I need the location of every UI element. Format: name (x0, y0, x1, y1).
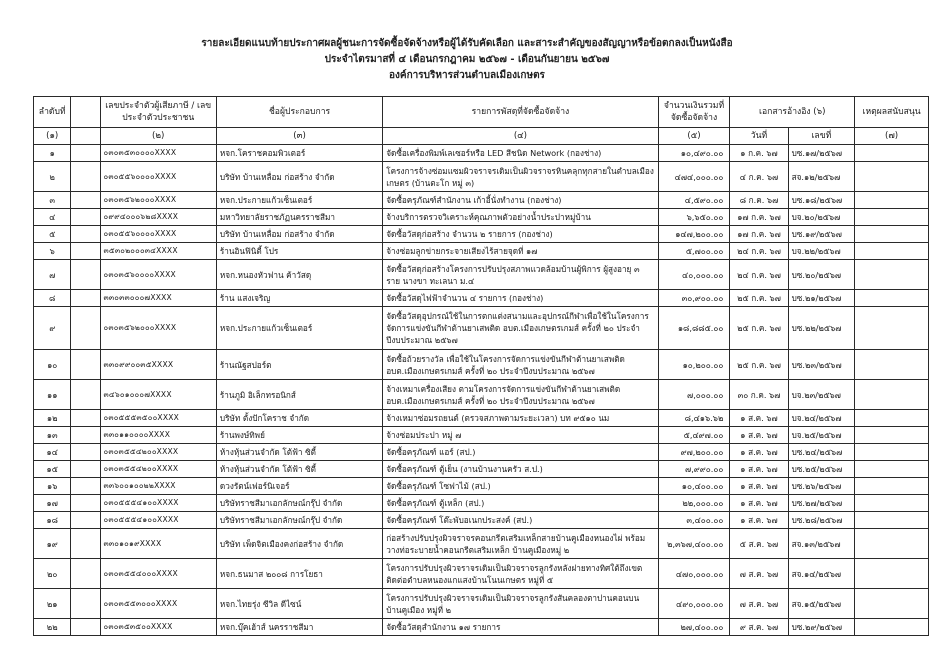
row-number: ๑๓ (34, 427, 71, 444)
item-description: จัดซื้อครุภัณฑ์สำนักงาน เก้าอี้นั่งทำงาน (กองช่าง) (383, 192, 658, 209)
row-number: ๒๐ (34, 559, 71, 589)
amount: ๘,๔๑๖.๖๒ (658, 410, 730, 427)
table-body (34, 145, 929, 636)
row-number: ๙ (34, 307, 71, 350)
amount: ๖,๖๕๐.๐๐ (658, 209, 730, 226)
table-row (34, 410, 929, 427)
amount: ๑๐,๔๙๐.๐๐ (658, 145, 730, 162)
table-row (34, 589, 929, 619)
tax-id: ๓๓๐๓๓๐๐๐๗XXXX (100, 290, 216, 307)
reason (855, 410, 929, 427)
reason (855, 162, 929, 192)
amount: ๔๙๐,๐๐๐.๐๐ (658, 589, 730, 619)
tax-id: ๓๓๐๑๐๑๙XXXX (100, 529, 216, 559)
ref-number: บซ.๒๓/๒๕๖๗ (788, 350, 855, 380)
table-row (34, 380, 929, 410)
reason (855, 290, 929, 307)
item-description: จัดซื้อวัสดุก่อสร้าง จำนวน ๒ รายการ (กองช่าง) (383, 226, 658, 243)
ref-date: ๒๕ ก.ค. ๖๗ (730, 290, 788, 307)
item-description: จัดซื้อวัสดุอุปกรณ์ใช้ในการตกแต่งสนามและอุปกรณ์กีฬาเพื่อใช้ในโครงการจัดการแข่งขันกีฬาต้านยาเสพติด อบต.เมืองเกษตรเกมส์ ครั้งที่ ๒๐ ประจำปีงบประมาณ ๒๕๖๗ (383, 307, 658, 350)
blank-cell (71, 162, 100, 192)
amount: ๗,๐๐๐.๐๐ (658, 380, 730, 410)
vendor-name: หจก.ประกายแก้วเซ็นเตอร์ (216, 192, 382, 209)
vendor-name: หจก.หนองหัวฟาน ค้าวัสดุ (216, 260, 382, 290)
item-description: จ้างเหมาซ่อมรถยนต์ (ตรวจสภาพตามระยะเวลา) บท ๙๕๑๐ นม (383, 410, 658, 427)
col-header-reason: เหตุผลสนับสนุน (855, 97, 929, 128)
ref-date: ๑ ส.ค. ๖๗ (730, 427, 788, 444)
item-description: จัดซื้อวัสดุก่อสร้างโครงการปรับปรุงสภาพแวดล้อมบ้านผู้พิการ ผู้สูงอายุ ๓ ราย นางขา ทะเลนา ม.๔ (383, 260, 658, 290)
blank-cell (71, 226, 100, 243)
amount: ๕,๗๐๐.๐๐ (658, 243, 730, 260)
ref-date: ๑๗ ก.ค. ๖๗ (730, 226, 788, 243)
amount: ๑๐,๒๐๐.๐๐ (658, 350, 730, 380)
amount: ๗,๙๙๐.๐๐ (658, 461, 730, 478)
ref-date: ๓๐ ก.ค. ๖๗ (730, 380, 788, 410)
ref-number: บซ.๑๗/๒๕๖๗ (788, 145, 855, 162)
ref-number: บซ.๒๘/๒๕๖๗ (788, 512, 855, 529)
reason (855, 209, 929, 226)
col-header-ref-no: เลขที่ (788, 128, 855, 145)
col-index-no: (๑) (34, 128, 71, 145)
row-number: ๒ (34, 162, 71, 192)
document-header (0, 36, 934, 84)
table-row (34, 243, 929, 260)
amount: ๒๒,๐๐๐.๐๐ (658, 495, 730, 512)
amount: ๑๘,๘๘๕.๐๐ (658, 307, 730, 350)
row-number: ๑๖ (34, 478, 71, 495)
tax-id: ๐๓๐๓๕๖๐๐๐๐XXXX (100, 260, 216, 290)
reason (855, 461, 929, 478)
vendor-name: หจก.ไทยรุ่ง ซีวิล ดีไซน์ (216, 589, 382, 619)
table-row (34, 307, 929, 350)
table-row (34, 559, 929, 589)
amount: ๓,๔๐๐.๐๐ (658, 512, 730, 529)
item-description: โครงการปรับปรุงผิวจราจรเดิมเป็นผิวจราจรลูกรังสันคลองตาปานคอนบน บ้านคูเมือง หมู่ที่ ๒ (383, 589, 658, 619)
item-description: จัดซื้อเครื่องพิมพ์เลเซอร์หรือ LED สีชนิด Network (กองช่าง) (383, 145, 658, 162)
tax-id: ๐๓๐๓๕๕๓๐๐๐XXXX (100, 589, 216, 619)
vendor-name: มหาวิทยาลัยราชภัฏนครราชสีมา (216, 209, 382, 226)
blank-cell (71, 145, 100, 162)
table-row (34, 461, 929, 478)
ref-number: บซ.๒๗/๒๕๖๗ (788, 495, 855, 512)
vendor-name: ห้างหุ้นส่วนจำกัด โต้ฟ้า ซิตี้ (216, 444, 382, 461)
col-header-tax-id: เลขประจำตัวผู้เสียภาษี / เลขประจำตัวประชาชน (100, 97, 216, 128)
tax-id: ๓๓๖๐๐๑๐๐๒๒XXXX (100, 478, 216, 495)
reason (855, 478, 929, 495)
reason (855, 619, 929, 636)
col-header-amount: จำนวนเงินรวมที่จัดซื้อจัดจ้าง (658, 97, 730, 128)
item-description: จัดซื้อครุภัณฑ์ แอร์ (สป.) (383, 444, 658, 461)
row-number: ๗ (34, 260, 71, 290)
col-index-reason: (๗) (855, 128, 929, 145)
vendor-name: ร้าน แสงเจริญ (216, 290, 382, 307)
ref-date: ๔ ก.ค. ๖๗ (730, 162, 788, 192)
ref-number: บซ.๒๑/๒๕๖๗ (788, 290, 855, 307)
item-description: จัดซื้อครุภัณฑ์ ตู้เหล็ก (สป.) (383, 495, 658, 512)
amount: ๑๐,๔๐๐.๐๐ (658, 478, 730, 495)
blank-cell (71, 380, 100, 410)
tax-id: ๐๓๐๓๕๖๒๐๐๐XXXX (100, 192, 216, 209)
ref-date: ๑ ก.ค. ๖๗ (730, 145, 788, 162)
table-row (34, 478, 929, 495)
row-number: ๓ (34, 192, 71, 209)
blank-cell (71, 410, 100, 427)
reason (855, 427, 929, 444)
amount: ๔๗๐,๐๐๐.๐๐ (658, 559, 730, 589)
organization-name: องค์การบริหารส่วนตำบลเมืองเกษตร (389, 70, 545, 81)
table-row (34, 444, 929, 461)
row-number: ๑๘ (34, 512, 71, 529)
item-description: จ้างเหมาเครื่องเสียง ตามโครงการจัดการแข่งขันกีฬาต้านยาเสพติด อบต.เมืองเกษตรเกมส์ ครั้งที่ ๒๐ ประจำปีงบประมาณ ๒๕๖๗ (383, 380, 658, 410)
ref-number: สจ.๑๒/๒๕๖๗ (788, 162, 855, 192)
tax-id: ๓๓๐๑๑๐๐๐๐XXXX (100, 427, 216, 444)
tax-id: ๐๙๙๔๐๐๐๖๒๘XXXX (100, 209, 216, 226)
table-row (34, 495, 929, 512)
tax-id: ๐๓๐๕๕๖๐๐๐๐XXXX (100, 226, 216, 243)
col-header-no: ลำดับที่ (34, 97, 71, 128)
item-description: จัดซื้อครุภัณฑ์ ตู้เย็น (งานบ้านงานครัว ส.ป.) (383, 461, 658, 478)
row-number: ๑๐ (34, 350, 71, 380)
row-number: ๑๔ (34, 444, 71, 461)
ref-date: ๑ ส.ค. ๖๗ (730, 461, 788, 478)
tax-id: ๐๓๐๓๕๕๔๐๐๐XXXX (100, 559, 216, 589)
blank-cell (71, 559, 100, 589)
ref-date: ๒๕ ก.ค. ๖๗ (730, 350, 788, 380)
ref-date: ๗ ส.ค. ๖๗ (730, 559, 788, 589)
table-row (34, 350, 929, 380)
reason (855, 260, 929, 290)
reason (855, 495, 929, 512)
table-row (34, 162, 929, 192)
blank-cell (71, 444, 100, 461)
row-number: ๘ (34, 290, 71, 307)
document-period: ประจำไตรมาสที่ ๔ เดือนกรกฎาคม ๒๕๖๗ - เดือนกันยายน ๒๕๖๗ (324, 54, 610, 65)
reason (855, 192, 929, 209)
item-description: โครงการจ้างซ่อมแซมผิวจราจรเดิมเป็นผิวจราจรหินคลุกทุกสายในตำบลเมืองเกษตร (บ้านตะโก หมู่ ๓) (383, 162, 658, 192)
ref-date: ๑ ส.ค. ๖๗ (730, 512, 788, 529)
amount: ๑๔๗,๒๐๐.๐๐ (658, 226, 730, 243)
item-description: จัดซื้อครุภัณฑ์ โซฟาไม้ (สป.) (383, 478, 658, 495)
table-row (34, 209, 929, 226)
ref-date: ๑ ส.ค. ๖๗ (730, 495, 788, 512)
item-description: โครงการปรับปรุงผิวจราจรเดิมเป็นผิวจราจรลูกรังหลังฝายทางทิศใต้ถึงเขตติดต่อตำบลหนองแกแสงบ้านโนนเกษตร หมู่ที่ ๕ (383, 559, 658, 589)
row-number: ๖ (34, 243, 71, 260)
item-description: จ้างซ่อมประปา หมู่ ๗ (383, 427, 658, 444)
ref-number: บซ.๑๙/๒๕๖๗ (788, 226, 855, 243)
blank-cell (71, 495, 100, 512)
vendor-name: บริษัท ตั้งปักโคราช จำกัด (216, 410, 382, 427)
col-index-tax-id: (๒) (100, 128, 216, 145)
blank-cell (71, 192, 100, 209)
reason (855, 589, 929, 619)
row-number: ๑๒ (34, 410, 71, 427)
ref-date: ๙ ส.ค. ๖๗ (730, 619, 788, 636)
vendor-name: ร้านภูมิ อิเล็กทรอนิกส์ (216, 380, 382, 410)
col-index-blank (71, 128, 100, 145)
ref-number: บซ.๒๕/๒๕๖๗ (788, 461, 855, 478)
reason (855, 226, 929, 243)
blank-cell (71, 589, 100, 619)
amount: ๒,๓๖๗,๔๐๐.๐๐ (658, 529, 730, 559)
vendor-name: บริษัทราชสีมาเอกลักษณ์กรุ๊ป จำกัด (216, 495, 382, 512)
amount: ๔,๕๙๐.๐๐ (658, 192, 730, 209)
header-row (34, 97, 929, 128)
ref-date: ๗ ส.ค. ๖๗ (730, 589, 788, 619)
row-number: ๑๕ (34, 461, 71, 478)
table-row (34, 619, 929, 636)
col-index-vendor: (๓) (216, 128, 382, 145)
ref-date: ๑๗ ก.ค. ๖๗ (730, 209, 788, 226)
blank-cell (71, 260, 100, 290)
col-index-item: (๔) (383, 128, 658, 145)
ref-number: บซ.๒๔/๒๕๖๗ (788, 444, 855, 461)
table-row (34, 260, 929, 290)
reason (855, 243, 929, 260)
blank-cell (71, 290, 100, 307)
item-description: จัดซื้อวัสดุสำนักงาน ๑๗ รายการ (383, 619, 658, 636)
table-row (34, 512, 929, 529)
item-description: จัดซื้อวัสดุไฟฟ้าจำนวน ๔ รายการ (กองช่าง) (383, 290, 658, 307)
col-header-ref-doc: เอกสารอ้างอิง (๖) (730, 97, 855, 128)
tax-id: ๐๓๐๓๕๓๐๐๐๐XXXX (100, 145, 216, 162)
tax-id: ๐๓๐๕๕๕๓๕๐๐XXXX (100, 410, 216, 427)
amount: ๕,๔๙๗.๐๐ (658, 427, 730, 444)
row-number: ๒๒ (34, 619, 71, 636)
vendor-name: หจก.บุ๊คเฮ้าส์ นครราชสีมา (216, 619, 382, 636)
ref-date: ๑ ส.ค. ๖๗ (730, 410, 788, 427)
table-row (34, 192, 929, 209)
ref-date: ๕ ส.ค. ๖๗ (730, 529, 788, 559)
amount: ๙๗,๒๐๐.๐๐ (658, 444, 730, 461)
vendor-name: ร้านพงษ์ทิพย์ (216, 427, 382, 444)
tax-id: ๐๓๐๕๕๕๔๑๐๐XXXX (100, 512, 216, 529)
reason (855, 512, 929, 529)
tax-id: ๐๓๐๓๕๕๔๒๐๐XXXX (100, 444, 216, 461)
table-row (34, 427, 929, 444)
ref-date: ๑ ส.ค. ๖๗ (730, 478, 788, 495)
amount: ๔๐,๐๐๐.๐๐ (658, 260, 730, 290)
row-number: ๒๑ (34, 589, 71, 619)
ref-number: บซ.๒๖/๒๕๖๗ (788, 478, 855, 495)
ref-date: ๘ ก.ค. ๖๗ (730, 192, 788, 209)
ref-number: บซ.๑๘/๒๕๖๗ (788, 192, 855, 209)
row-number: ๕ (34, 226, 71, 243)
item-description: ก่อสร้างปรับปรุงผิวจราจรคอนกรีตเสริมเหล็กสายบ้านคูเมืองหนองไผ่ พร้อมวางท่อระบายน้ำคอนกรีตเสริมเหล็ก บ้านคูเมืองหมู่ ๒ (383, 529, 658, 559)
ref-date: ๑ ส.ค. ๖๗ (730, 444, 788, 461)
col-header-vendor: ชื่อผู้ประกอบการ (216, 97, 382, 128)
ref-number: บซ.๒๒/๒๕๖๗ (788, 307, 855, 350)
ref-number: บซ.๒๐/๒๕๖๗ (788, 260, 855, 290)
vendor-name: บริษัท เพ็ดจิตเมืองคงก่อสร้าง จำกัด (216, 529, 382, 559)
col-header-blank (71, 97, 100, 128)
ref-date: ๒๔ ก.ค. ๖๗ (730, 260, 788, 290)
col-index-amount: (๕) (658, 128, 730, 145)
ref-date: ๒๔ ก.ค. ๖๗ (730, 243, 788, 260)
reason (855, 307, 929, 350)
reason (855, 145, 929, 162)
tax-id: ๓๕๓๐๒๐๐๐๓๔XXXX (100, 243, 216, 260)
vendor-name: ดวงรัตน์เฟอร์นิเจอร์ (216, 478, 382, 495)
col-header-date: วันที่ (730, 128, 788, 145)
reason (855, 529, 929, 559)
vendor-name: หจก.โคราชคอมพิวเตอร์ (216, 145, 382, 162)
blank-cell (71, 350, 100, 380)
item-description: จ้างซ่อมลูกข่ายกระจายเสียงไร้สายจุดที่ ๑๗ (383, 243, 658, 260)
ref-number: บจ.๒๐/๒๕๖๗ (788, 209, 855, 226)
row-number: ๔ (34, 209, 71, 226)
blank-cell (71, 209, 100, 226)
table-row (34, 226, 929, 243)
amount: ๒๗,๔๐๐.๐๐ (658, 619, 730, 636)
vendor-name: หจก.ประกายแก้วเซ็นเตอร์ (216, 307, 382, 350)
vendor-name: บริษัท บ้านเหลื่อม ก่อสร้าง จำกัด (216, 162, 382, 192)
blank-cell (71, 461, 100, 478)
reason (855, 444, 929, 461)
row-number: ๑ (34, 145, 71, 162)
blank-cell (71, 512, 100, 529)
ref-number: บจ.๒๔/๒๕๖๗ (788, 410, 855, 427)
ref-number: บจ.๒๕/๒๕๖๗ (788, 427, 855, 444)
item-description: จ้างบริการตรวจวิเคราะห์คุณภาพตัวอย่างน้ำประปาหมู่บ้าน (383, 209, 658, 226)
col-header-item: รายการพัสดุที่จัดซื้อจัดจ้าง (383, 97, 658, 128)
row-number: ๑๙ (34, 529, 71, 559)
vendor-name: บริษัท บ้านเหลื่อม ก่อสร้าง จำกัด (216, 226, 382, 243)
ref-number: สจ.๑๕/๒๕๖๗ (788, 589, 855, 619)
vendor-name: บริษัทราชสีมาเอกลักษณ์กรุ๊ป จำกัด (216, 512, 382, 529)
reason (855, 559, 929, 589)
item-description: จัดซื้อถ้วยรางวัล เพื่อใช้ในโครงการจัดการแข่งขันกีฬาต้านยาเสพติด อบต.เมืองเกษตรเกมส์ ครั้งที่ ๒๐ ประจำปีงบประมาณ ๒๕๖๗ (383, 350, 658, 380)
blank-cell (71, 619, 100, 636)
row-number: ๑๑ (34, 380, 71, 410)
ref-date: ๒๕ ก.ค. ๖๗ (730, 307, 788, 350)
blank-cell (71, 243, 100, 260)
ref-number: สจ.๑๓/๒๕๖๗ (788, 529, 855, 559)
tax-id: ๐๓๐๓๕๕๔๒๐๐XXXX (100, 461, 216, 478)
ref-number: บซ.๒๙/๒๕๖๗ (788, 619, 855, 636)
amount: ๔๗๔,๐๐๐.๐๐ (658, 162, 730, 192)
ref-number: สจ.๑๔/๒๕๖๗ (788, 559, 855, 589)
reason (855, 350, 929, 380)
document-title: รายละเอียดแนบท้ายประกาศผลผู้ชนะการจัดซื้อจัดจ้างหรือผู้ได้รับคัดเลือก และสาระสำคัญของสัญญาหรือข้อตกลงเป็นหนังสือ (201, 38, 733, 49)
tax-id: ๐๓๐๕๕๖๐๐๐๐XXXX (100, 162, 216, 192)
ref-number: บจ.๒๓/๒๕๖๗ (788, 380, 855, 410)
vendor-name: ร้านอินฟินิตี้ โปร (216, 243, 382, 260)
tax-id: ๐๓๐๕๕๕๔๑๐๐XXXX (100, 495, 216, 512)
procurement-table (33, 96, 929, 636)
vendor-name: ร้านณัฐสปอร์ต (216, 350, 382, 380)
blank-cell (71, 427, 100, 444)
blank-cell (71, 307, 100, 350)
table-row (34, 145, 929, 162)
table-row (34, 290, 929, 307)
tax-id: ๓๓๐๙๙๐๐๓๕XXXX (100, 350, 216, 380)
vendor-name: ห้างหุ้นส่วนจำกัด โต้ฟ้า ซิตี้ (216, 461, 382, 478)
blank-cell (71, 529, 100, 559)
ref-number: บจ.๒๒/๒๕๖๗ (788, 243, 855, 260)
blank-cell (71, 478, 100, 495)
tax-id: ๓๔๖๐๑๐๐๐๗XXXX (100, 380, 216, 410)
tax-id: ๐๓๐๓๕๖๒๐๐๐XXXX (100, 307, 216, 350)
vendor-name: หจก.ธนมาส ๒๐๐๘ การโยธา (216, 559, 382, 589)
header-index-row (34, 128, 929, 145)
row-number: ๑๗ (34, 495, 71, 512)
item-description: จัดซื้อครุภัณฑ์ โต๊ะพับอเนกประสงค์ (สป.) (383, 512, 658, 529)
tax-id: ๐๓๐๓๕๓๕๐๐XXXX (100, 619, 216, 636)
reason (855, 380, 929, 410)
amount: ๓๐,๙๐๐.๐๐ (658, 290, 730, 307)
table-row (34, 529, 929, 559)
